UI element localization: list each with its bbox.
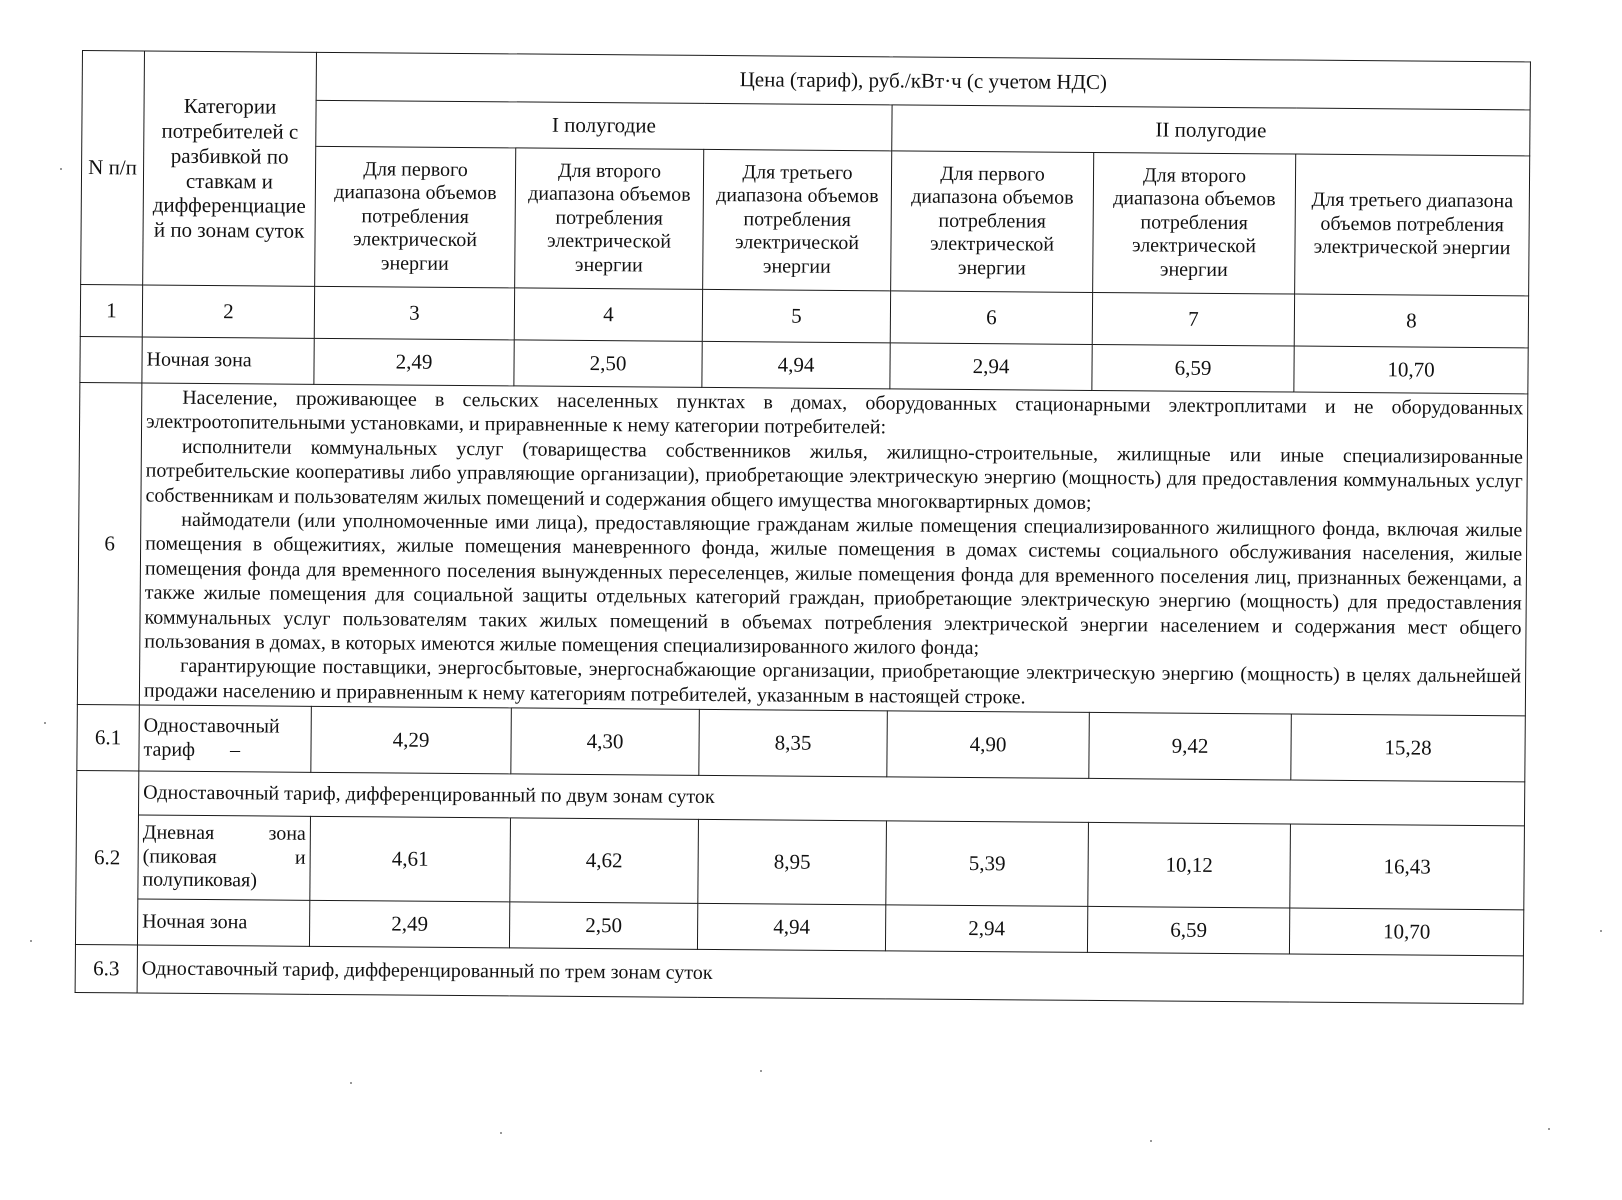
value-cell: 10,70 — [1289, 908, 1523, 956]
section-num: 6 — [77, 382, 142, 705]
index-cell: 2 — [142, 285, 314, 338]
description-paragraph: наймодатели (или уполномоченные ими лица), предоставляющие гражданам жилые помещения специализированного жилищного фонда, включая жилые помещения в общежитиях, жилые помещения маневренного фонда, жилые помещения в домах системы социального обслуживания населения, жилые помещения фонда для временного поселения вынужденных переселенцев, жилые помещения фонда для временного поселения лиц, признанных беженцами, а также жилые помещения для социальной защиты отдельных категорий граждан, приобретающие электрическую энергию (мощность) для предоставления коммунальных услуг пользователям таких жилых помещений в объемах потребления электрической энергии населением и содержания мест общего пользования в домах, в которых имеются жилые помещения специализированного жилого фонда; — [144, 508, 1523, 659]
index-cell: 1 — [80, 284, 142, 336]
scan-speck — [760, 1070, 762, 1072]
value-cell: 2,94 — [885, 905, 1087, 953]
tariff-table — [75, 50, 1531, 1004]
value-cell: 4,90 — [887, 711, 1090, 779]
value-cell: 10,70 — [1294, 346, 1528, 394]
row-title: Одноставочный тариф, дифференцированный по трем зонам суток — [137, 945, 1523, 1004]
index-cell: 3 — [314, 286, 514, 340]
row-label — [139, 705, 312, 772]
header-col-6: Для первого диапазона объемов потребления электрической энергии — [891, 151, 1094, 293]
value-cell: 5,39 — [886, 821, 1089, 907]
value-cell: 4,62 — [510, 818, 699, 903]
scan-speck — [500, 1132, 502, 1134]
scan-speck — [44, 722, 46, 724]
row-label: Ночная зона — [142, 337, 314, 384]
value-cell: 2,49 — [314, 338, 514, 386]
dash-mark: – — [229, 738, 241, 761]
value-cell: 4,30 — [511, 708, 700, 775]
value-cell: 8,35 — [699, 709, 888, 776]
value-cell: 15,28 — [1291, 714, 1526, 782]
header-col-4: Для второго диапазона объемов потребления электрической энергии — [515, 148, 704, 289]
description-paragraph: Население, проживающее в сельских населенных пунктах в домах, оборудованных стационарными электроплитами и не оборудованных электроотопительными установками, и приравненные к нему категории потребителей: — [145, 386, 1524, 439]
value-cell: 4,61 — [310, 816, 511, 902]
tariff-sheet — [75, 50, 1531, 1004]
scan-speck — [60, 168, 62, 170]
scan-speck — [1150, 1140, 1152, 1142]
empty-num-cell — [80, 336, 142, 382]
value-cell: 2,50 — [509, 902, 697, 949]
scan-speck — [1600, 930, 1602, 932]
description-paragraph: гарантирующие поставщики, энергосбытовые, энергоснабжающие организации, приобретающие электрическую энергию (мощность) в целях дальнейшей продажи населению и приравненным к нему категориям потребителей, указанным в настоящей строке. — [143, 655, 1522, 709]
row-title: Одноставочный тариф, дифференцированный по двум зонам суток — [138, 771, 1524, 826]
value-cell: 4,29 — [311, 706, 512, 774]
row-num: 6.1 — [77, 705, 140, 771]
index-cell: 7 — [1092, 292, 1294, 346]
header-half-2: II полугодие — [892, 105, 1530, 156]
row-label-text: Одноставочный тариф — [143, 714, 280, 761]
row-label: Ночная зона — [137, 899, 309, 946]
header-col-7: Для второго диапазона объемов потребления электрической энергии — [1093, 152, 1296, 294]
header-price: Цена (тариф), руб./кВт·ч (с учетом НДС) — [316, 52, 1530, 110]
value-cell: 16,43 — [1290, 824, 1525, 910]
value-cell: 2,94 — [890, 343, 1092, 391]
table-row — [77, 705, 1526, 782]
section-description — [139, 383, 1528, 716]
scan-speck — [30, 940, 32, 942]
header-half-1: I полугодие — [316, 100, 892, 151]
table-row — [77, 382, 1528, 715]
scan-speck — [1548, 1128, 1550, 1130]
value-cell: 4,94 — [702, 341, 890, 388]
value-cell: 2,49 — [309, 900, 509, 948]
row-label: Дневная зона (пиковая и полупиковая) — [138, 815, 311, 900]
value-cell: 9,42 — [1089, 713, 1292, 781]
table-row — [75, 945, 1523, 1004]
header-col-3: Для первого диапазона объемов потребления электрической энергии — [315, 146, 516, 288]
index-cell: 5 — [702, 289, 890, 342]
header-col-8: Для третьего диапазона объемов потребления электрической энергии — [1295, 154, 1530, 296]
row-num: 6.3 — [75, 945, 137, 993]
header-num: N п/п — [81, 51, 145, 285]
header-category: Категории потребителей с разбивкой по ставкам и дифференциацие й по зонам суток — [143, 51, 317, 286]
scan-speck — [350, 1082, 352, 1084]
value-cell: 2,50 — [514, 340, 702, 387]
header-col-5: Для третьего диапазона объемов потребления электрической энергии — [703, 149, 892, 290]
value-cell: 6,59 — [1092, 344, 1294, 392]
value-cell: 4,94 — [697, 903, 885, 950]
row-num: 6.2 — [75, 771, 138, 945]
description-paragraph: исполнители коммунальных услуг (товарищества собственников жилья, жилищно-строительные, жилищные или иные специализированные потребительские кооперативы либо управляющие организации), приобретающие электрическую энергию (мощность) для предоставления коммунальных услуг собственникам и пользователям жилых помещений и содержания общего имущества многоквартирных домов; — [145, 435, 1523, 514]
value-cell: 10,12 — [1088, 823, 1291, 909]
index-cell: 4 — [514, 288, 702, 341]
table-row — [76, 815, 1525, 910]
value-cell: 8,95 — [698, 819, 887, 904]
index-cell: 8 — [1294, 294, 1528, 348]
value-cell: 6,59 — [1087, 907, 1289, 955]
index-cell: 6 — [890, 291, 1092, 345]
